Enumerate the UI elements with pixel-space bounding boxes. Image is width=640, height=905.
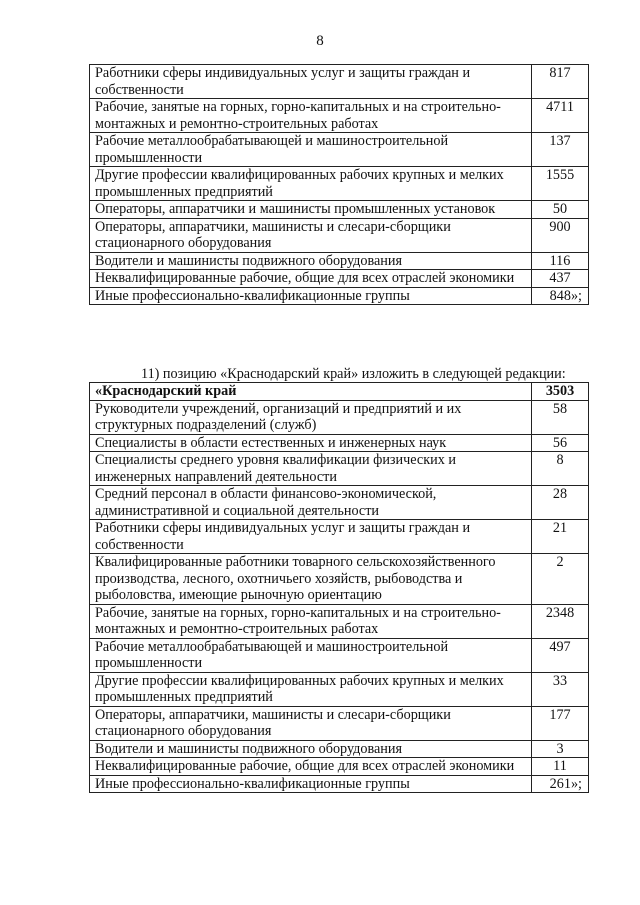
row-label: Рабочие металлообрабатывающей и машиностроительной промышленности (90, 638, 532, 672)
row-label: Водители и машинисты подвижного оборудования (90, 252, 532, 270)
table-row (90, 740, 589, 758)
row-label: Работники сферы индивидуальных услуг и защиты граждан и собственности (90, 65, 532, 99)
table-row (90, 65, 589, 99)
row-label: Специалисты в области естественных и инженерных наук (90, 434, 532, 452)
row-label: Операторы, аппаратчики, машинисты и слесари-сборщики стационарного оборудования (90, 706, 532, 740)
row-label: Операторы, аппаратчики, машинисты и слесари-сборщики стационарного оборудования (90, 218, 532, 252)
row-label: Другие профессии квалифицированных рабочих крупных и мелких промышленных предприятий (90, 672, 532, 706)
table-row (90, 486, 589, 520)
row-value: 8 (532, 452, 589, 486)
table-row (90, 133, 589, 167)
table-row (90, 758, 589, 776)
row-label: Другие профессии квалифицированных рабочих крупных и мелких промышленных предприятий (90, 167, 532, 201)
table-row (90, 252, 589, 270)
row-value: 177 (532, 706, 589, 740)
page-number: 8 (316, 33, 324, 49)
table-row (90, 452, 589, 486)
table-header-row (90, 383, 589, 401)
row-value: 437 (532, 270, 589, 288)
row-value: 817 (532, 65, 589, 99)
region-name: «Краснодарский край (90, 383, 532, 401)
row-value: 2348 (532, 604, 589, 638)
table-row (90, 167, 589, 201)
row-label: Средний персонал в области финансово-экономической, административной и социальной деятельности (90, 486, 532, 520)
row-value: 4711 (532, 99, 589, 133)
table-row (90, 638, 589, 672)
row-value: 56 (532, 434, 589, 452)
row-value: 1555 (532, 167, 589, 201)
table-row (90, 99, 589, 133)
table-row (90, 672, 589, 706)
table-row (90, 434, 589, 452)
table-row (90, 201, 589, 219)
row-value: 261»; (532, 775, 589, 793)
row-value: 50 (532, 201, 589, 219)
row-value: 848»; (532, 287, 589, 305)
row-label: Неквалифицированные рабочие, общие для всех отраслей экономики (90, 270, 532, 288)
row-value: 58 (532, 400, 589, 434)
row-value: 3 (532, 740, 589, 758)
table-row (90, 218, 589, 252)
row-value: 900 (532, 218, 589, 252)
row-label: Рабочие, занятые на горных, горно-капитальных и на строительно-монтажных и ремонтно-строительных работах (90, 604, 532, 638)
occupation-table-krasnodar (89, 382, 589, 793)
amendment-intro-text: 11) позицию «Краснодарский край» изложить в следующей редакции: (141, 366, 566, 382)
row-value: 2 (532, 554, 589, 605)
row-value: 33 (532, 672, 589, 706)
table-row (90, 520, 589, 554)
row-value: 11 (532, 758, 589, 776)
table-row (90, 775, 589, 793)
row-value: 497 (532, 638, 589, 672)
table-row (90, 604, 589, 638)
row-label: Рабочие металлообрабатывающей и машиностроительной промышленности (90, 133, 532, 167)
table-row (90, 400, 589, 434)
row-label: Неквалифицированные рабочие, общие для всех отраслей экономики (90, 758, 532, 776)
row-label: Иные профессионально-квалификационные группы (90, 287, 532, 305)
row-value: 28 (532, 486, 589, 520)
table-row (90, 270, 589, 288)
row-label: Иные профессионально-квалификационные группы (90, 775, 532, 793)
row-value: 137 (532, 133, 589, 167)
table-row (90, 287, 589, 305)
row-value: 21 (532, 520, 589, 554)
row-label: Работники сферы индивидуальных услуг и защиты граждан и собственности (90, 520, 532, 554)
row-label: Операторы, аппаратчики и машинисты промышленных установок (90, 201, 532, 219)
row-label: Водители и машинисты подвижного оборудования (90, 740, 532, 758)
row-label: Руководители учреждений, организаций и предприятий и их структурных подразделений (служб) (90, 400, 532, 434)
table-row (90, 554, 589, 605)
row-label: Рабочие, занятые на горных, горно-капитальных и на строительно-монтажных и ремонтно-строительных работах (90, 99, 532, 133)
occupation-table-previous-region (89, 64, 589, 305)
table-row (90, 706, 589, 740)
row-label: Квалифицированные работники товарного сельскохозяйственного производства, лесного, охотничьего хозяйств, рыбоводства и рыболовства, имеющие рыночную ориентацию (90, 554, 532, 605)
row-label: Специалисты среднего уровня квалификации физических и инженерных направлений деятельности (90, 452, 532, 486)
region-total: 3503 (532, 383, 589, 401)
row-value: 116 (532, 252, 589, 270)
